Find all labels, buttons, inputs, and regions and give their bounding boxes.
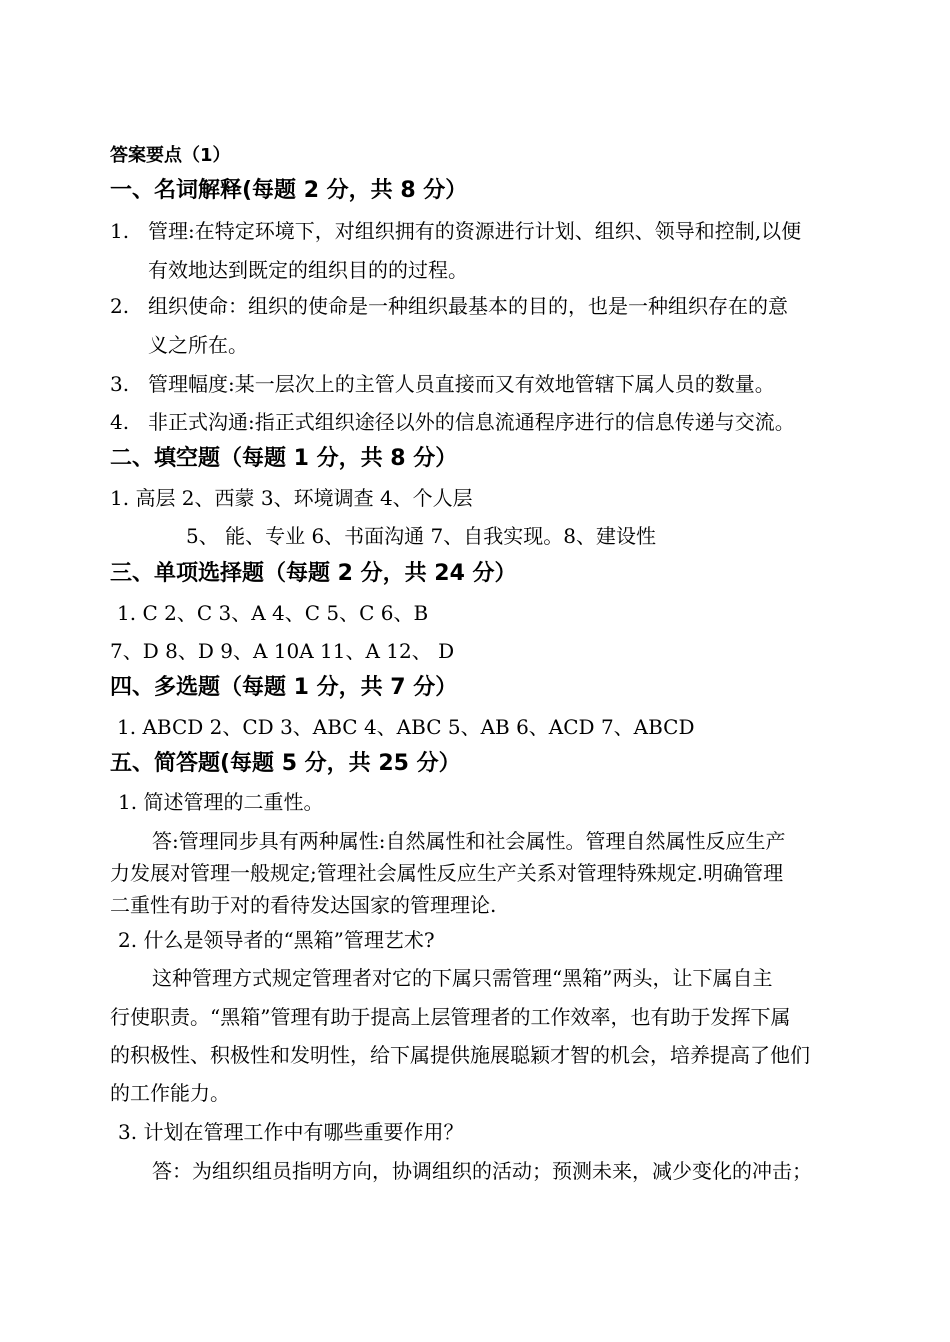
answer-1-line-2: 力发展对管理一般规定;管理社会属性反应生产关系对管理特殊规定.明确管理 <box>110 861 784 885</box>
answer-3-line-1: 答：为组织组员指明方向，协调组织的活动；预测未来，减少变化的冲击； <box>152 1159 812 1183</box>
definition-item-4 <box>110 408 795 436</box>
section5-heading: 五、简答题(每题 5 分，共 25 分） <box>110 751 461 776</box>
item-text: 管理:在特定环境下，对组织拥有的资源进行计划、组织、领导和控制,以便 <box>148 219 802 243</box>
section2-heading: 二、填空题（每题 1 分，共 8 分） <box>110 446 458 471</box>
answer-2-line-1: 这种管理方式规定管理者对它的下属只需管理“黑箱”两头，让下属自主 <box>152 966 773 990</box>
answer-2-line-2: 行使职责。“黑箱”管理有助于提高上层管理者的工作效率，也有助于发挥下属 <box>110 1005 791 1029</box>
answer-2-line-3: 的积极性、积极性和发明性，给下属提供施展聪颖才智的机会，培养提高了他们 <box>110 1043 810 1067</box>
section3-heading: 三、单项选择题（每题 2 分，共 24 分） <box>110 561 517 586</box>
definition-item-1-continued: 有效地达到既定的组织目的的过程。 <box>148 258 468 282</box>
section4-heading: 四、多选题（每题 1 分，共 7 分） <box>110 675 458 700</box>
item-text: 非正式沟通:指正式组织途径以外的信息流通程序进行的信息传递与交流。 <box>148 410 795 434</box>
question-1: 1. 简述管理的二重性。 <box>118 790 324 814</box>
item-number: 2. <box>110 294 130 318</box>
fill-blank-answers-line-1: 1. 高层 2、西蒙 3、环境调查 4、个人层 <box>110 486 473 510</box>
single-choice-answers-line-2: 7、D 8、D 9、A 10A 11、A 12、 D <box>110 639 455 663</box>
definition-item-1 <box>110 217 801 245</box>
item-text: 管理幅度:某一层次上的主管人员直接而又有效地管辖下属人员的数量。 <box>148 372 775 396</box>
answer-2-line-4: 的工作能力。 <box>110 1081 230 1105</box>
definition-item-3 <box>110 370 775 398</box>
single-choice-answers-line-1: 1. C 2、C 3、A 4、C 5、C 6、B <box>117 601 429 625</box>
document-title: 答案要点（1） <box>110 145 231 166</box>
answer-1-line-3: 二重性有助于对的看待发达国家的管理理论. <box>110 893 497 917</box>
item-text: 组织使命：组织的使命是一种组织最基本的目的，也是一种组织存在的意 <box>148 294 788 318</box>
question-2: 2. 什么是领导者的“黑箱”管理艺术? <box>118 928 435 952</box>
question-3: 3. 计划在管理工作中有哪些重要作用？ <box>118 1120 464 1144</box>
item-number: 1. <box>110 219 130 243</box>
multi-choice-answers: 1. ABCD 2、CD 3、ABC 4、ABC 5、AB 6、ACD 7、ABCD <box>117 715 695 739</box>
section1-heading: 一、名词解释(每题 2 分，共 8 分） <box>110 178 468 203</box>
definition-item-2-continued: 义之所在。 <box>148 333 248 357</box>
definition-item-2 <box>110 292 788 320</box>
item-number: 4. <box>110 410 130 434</box>
item-number: 3. <box>110 372 130 396</box>
fill-blank-answers-line-2: 5、 能、专业 6、书面沟通 7、自我实现。8、建设性 <box>186 524 656 548</box>
answer-1-line-1: 答:管理同步具有两种属性:自然属性和社会属性。管理自然属性反应生产 <box>152 829 786 853</box>
